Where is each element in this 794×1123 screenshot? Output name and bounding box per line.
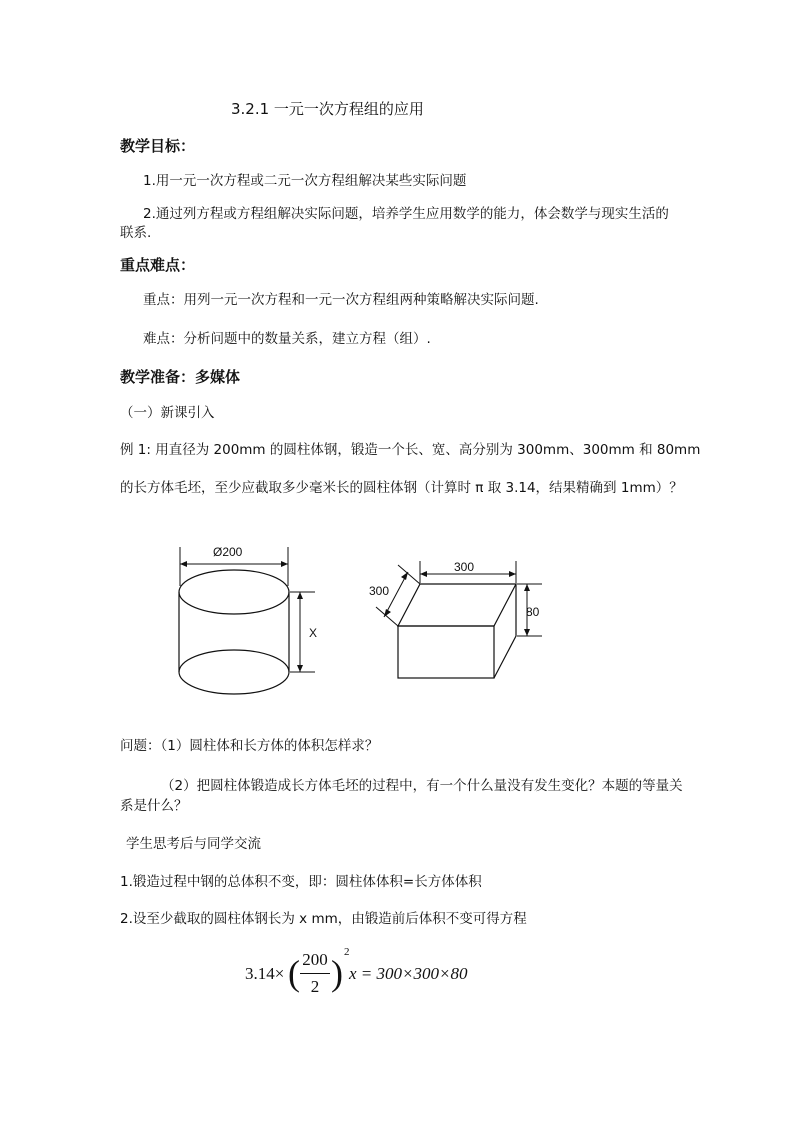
- box-top-face: [398, 584, 516, 626]
- box-side-face: [494, 584, 516, 678]
- key-heading: 重点难点：: [120, 256, 196, 274]
- fraction-bar: [300, 973, 330, 974]
- formula-exponent: 2: [344, 946, 350, 958]
- hard-point: 难点：分析问题中的数量关系，建立方程（组）.: [143, 331, 431, 347]
- discussion-note: 学生思考后与同学交流: [126, 836, 261, 852]
- goals-heading: 教学目标：: [120, 137, 196, 155]
- answer-1: 1.锻造过程中钢的总体积不变，即：圆柱体体积=长方体体积: [120, 874, 482, 890]
- arrowhead-icon: [524, 629, 530, 636]
- example-line-2: 的长方体毛坯，至少应截取多少毫米长的圆柱体钢（计算时 π 取 3.14，结果精确到 1mm）？: [120, 480, 683, 496]
- formula-coefficient: 3.14×: [245, 964, 285, 983]
- arrowhead-icon: [524, 584, 530, 591]
- cylinder-diameter-label: Ø200: [213, 545, 243, 559]
- fraction-denominator: 2: [310, 977, 320, 996]
- cylinder-height-label: X: [309, 626, 318, 640]
- question-2: （2）把圆柱体锻造成长方体毛坯的过程中，有一个什么量没有发生变化？本题的等量关系是什么？: [120, 778, 683, 814]
- goal-2: 2.通过列方程或方程组解决实际问题，培养学生应用数学的能力，体会数学与现实生活的联系.: [120, 206, 669, 241]
- goal-1: 1.用一元一次方程或二元一次方程组解决某些实际问题: [143, 173, 467, 189]
- arrowhead-icon: [509, 571, 516, 577]
- section-heading: （一）新课引入: [120, 405, 215, 421]
- key-point: 重点：用列一元一次方程和一元一次方程组两种策略解决实际问题.: [143, 292, 539, 308]
- fraction-numerator: 200: [302, 950, 328, 969]
- arrowhead-icon: [401, 572, 408, 580]
- formula-rhs: x = 300×300×80: [349, 964, 468, 983]
- left-paren: (: [288, 953, 300, 993]
- page-title: 3.2.1 一元一次方程组的应用: [231, 100, 424, 118]
- arrowhead-icon: [384, 609, 391, 617]
- arrowhead-icon: [297, 592, 303, 599]
- cylinder-diagram: [165, 540, 325, 700]
- box-width-label: 300: [454, 560, 475, 574]
- arrowhead-icon: [297, 665, 303, 672]
- prep-line: 教学准备：多媒体: [120, 368, 241, 386]
- cylinder-top: [179, 570, 289, 614]
- box-front-face: [398, 626, 494, 678]
- question-1: 问题：（1）圆柱体和长方体的体积怎样求？: [120, 738, 379, 754]
- arrowhead-icon: [420, 571, 427, 577]
- box-height-label: 80: [526, 605, 540, 619]
- answer-2: 2.设至少截取的圆柱体钢长为 x mm，由锻造前后体积不变可得方程: [120, 911, 527, 927]
- box-depth-dim-top: [398, 565, 420, 584]
- box-diagram: [360, 555, 560, 685]
- example-line-1: 例 1: 用直径为 200mm 的圆柱体钢，锻造一个长、宽、高分别为 300mm、300mm 和 80mm: [120, 442, 701, 458]
- arrowhead-icon: [180, 561, 187, 567]
- arrowhead-icon: [281, 561, 288, 567]
- right-paren: ): [331, 953, 343, 993]
- box-depth-label: 300: [369, 584, 390, 598]
- cylinder-bottom: [179, 650, 289, 694]
